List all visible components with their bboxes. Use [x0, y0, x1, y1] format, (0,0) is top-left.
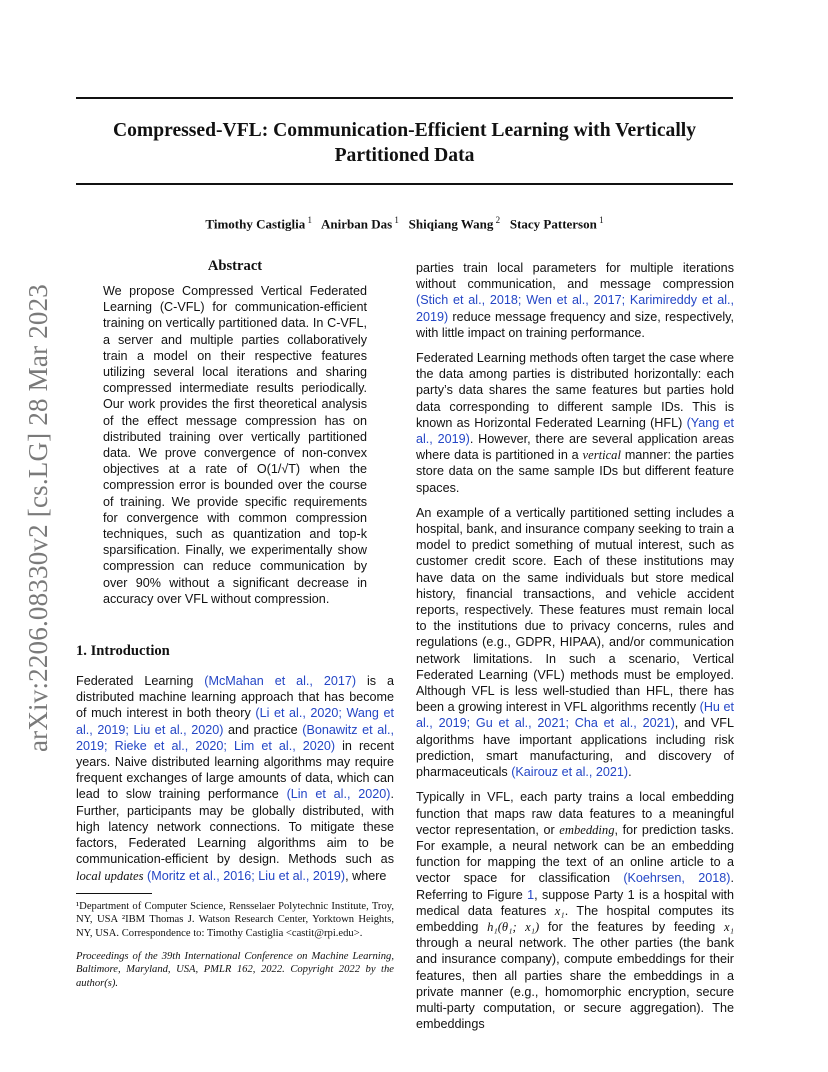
italic-text: local updates: [76, 868, 144, 883]
author-name: Stacy Patterson: [509, 216, 597, 232]
citation-link[interactable]: (Bonawitz et al., 2019; Rieke et al., 2020; Lim et al., 2020): [76, 722, 394, 753]
title-rule-top: [76, 97, 733, 99]
body-paragraph-3: An example of a vertically partitioned setting includes a hospital, bank, and insurance company seeking to train a model to predict something of mutual interest, such as customer credit score. Each of these institutions may have data on the same individuals but store medical history, financial transactions, and vehicle accident reports, respectively. These features must remain local to the institutions due to privacy concerns, rules and regulations (e.g., GDPR, HIPAA), and/or communication network limitations. In such a scenario, Vertical Federated Learning (VFL) methods must be employed. Although VFL is less well-studied than HFL, there has been a growing interest in VFL algorithms recently (Hu et al., 2019; Gu et al., 2021; Cha et al., 2021), and VFL algorithms have important applications including risk prediction, smart manufacturing, and discovery of pharmaceuticals (Kairouz et al., 2021).: [416, 505, 734, 780]
author-affiliation-mark: 1: [596, 215, 604, 225]
author-list: [76, 211, 733, 233]
intro-paragraph: Federated Learning (McMahan et al., 2017) is a distributed machine learning approach that has become of much interest in both theory (Li et al., 2020; Wang et al., 2019; Liu et al., 2020) and practice (Bonawitz et al., 2019; Rieke et al., 2020; Lim et al., 2020) in recent years. Naive distributed learning algorithms may require frequent exchanges of large amounts of data, which can lead to slow training performance (Lin et al., 2020). Further, participants may be globally distributed, with high latency network connections. To mitigate these factors, Federated Learning algorithms aim to be communication-efficient by design. Methods such as local updates (Moritz et al., 2016; Liu et al., 2019), where: [76, 674, 395, 883]
arxiv-watermark: arXiv:2206.08330v2 [cs.LG] 28 Mar 2023: [23, 283, 53, 753]
italic-text: x₁: [554, 903, 565, 918]
italic-text: x₁: [724, 919, 734, 934]
italic-text: embedding: [559, 822, 615, 837]
affiliation-footnote: ¹Department of Computer Science, Rensselaer Polytechnic Institute, Troy, NY, USA ²IBM Thomas J. Watson Research Center, Yorktown Heights, NY, USA. Correspondence to: Timothy Castiglia <castit@rpi.edu>.: [76, 900, 394, 939]
section-heading-introduction: 1. Introduction: [76, 643, 170, 660]
author-name: Shiqiang Wang: [408, 216, 494, 232]
author-affiliation-mark: 1: [305, 215, 312, 225]
body-paragraph-1: parties train local parameters for multiple iterations without communication, and message compression (Stich et al., 2018; Wen et al., 2017; Karimireddy et al., 2019) reduce message frequency and size, respectively, with little impact on training performance.: [416, 261, 734, 340]
italic-text: h₁(θ₁; x₁): [487, 919, 540, 934]
left-column: [76, 256, 394, 990]
citation-link[interactable]: (Koehrsen, 2018): [623, 871, 731, 886]
abstract-heading: Abstract: [207, 258, 263, 274]
author-affiliation-mark: 2: [493, 215, 501, 225]
citation-link[interactable]: (Yang et al., 2019): [416, 415, 734, 447]
title-rule-bottom: [76, 183, 733, 185]
body-paragraph-2: Federated Learning methods often target the case where the data among parties is distributed horizontally: each party’s data shares the same features but parties hold data corresponding to different sample IDs. This is known as Horizontal Federated Learning (HFL) (Yang et al., 2019). However, there are several application areas where data is partitioned in a vertical manner: the parties store data on the same sample IDs but different feature spaces.: [416, 351, 734, 495]
right-column: [416, 260, 734, 1041]
citation-link[interactable]: 1: [527, 887, 535, 902]
citation-link[interactable]: (Lin et al., 2020): [286, 787, 391, 802]
paper-title: Compressed-VFL: Communication-Efficient Learning with Vertically Partitioned Data: [112, 120, 697, 166]
citation-link[interactable]: (Stich et al., 2018; Wen et al., 2017; Karimireddy et al., 2019): [416, 293, 734, 324]
citation-link[interactable]: (Li et al., 2020; Wang et al., 2019; Liu et al., 2020): [76, 706, 395, 737]
proceedings-note: Proceedings of the 39th International Conference on Machine Learning, Baltimore, Maryland, USA, PMLR 162, 2022. Copyright 2022 by the author(s).: [76, 950, 394, 989]
italic-text: vertical: [582, 448, 621, 463]
citation-link[interactable]: (Hu et al., 2019; Gu et al., 2021; Cha et al., 2021): [416, 700, 734, 731]
body-paragraph-4: Typically in VFL, each party trains a local embedding function that maps raw data features to a meaningful vector representation, or embedding, for prediction tasks. For example, a neural network can be an embedding function for mapping the text of an online article to a vector space for classification (Koehrsen, 2018). Referring to Figure 1, suppose Party 1 is a hospital with medical data features x₁. The hospital computes its embedding h₁(θ₁; x₁) for the features by feeding x₁ through a neural network. The other parties (the bank and insurance company), compute embeddings for their features, then all parties share the embeddings in a private manner (e.g., homomorphic encryption, secure multi-party computation, or secure aggregation). The embeddings: [416, 790, 735, 1032]
author-name: Anirban Das: [321, 216, 393, 232]
citation-link[interactable]: (Kairouz et al., 2021): [511, 765, 629, 780]
footnote-rule: [76, 893, 152, 894]
abstract-body: We propose Compressed Vertical Federated Learning (C-VFL) for communication-efficient training on vertically partitioned data. In C-VFL, a server and multiple parties collaboratively train a model on their respective features utilizing several local iterations and sharing compressed intermediate results periodically. Our work provides the first theoretical analysis of the effect message compression has on distributed training over vertically partitioned data. We prove convergence of non-convex objectives at a rate of O(1/√T) when the compression error is bounded over the course of training. We provide specific requirements for convergence with common compression techniques, such as quantization and top-k sparsification. Finally, we experimentally show compression can reduce communication by over 90% without a significant decrease in accuracy over VFL without compression.: [103, 284, 367, 606]
author-name: Timothy Castiglia: [205, 216, 306, 232]
citation-link[interactable]: (Moritz et al., 2016; Liu et al., 2019): [147, 868, 346, 883]
author-affiliation-mark: 1: [392, 215, 399, 225]
citation-link[interactable]: (McMahan et al., 2017): [204, 674, 357, 689]
